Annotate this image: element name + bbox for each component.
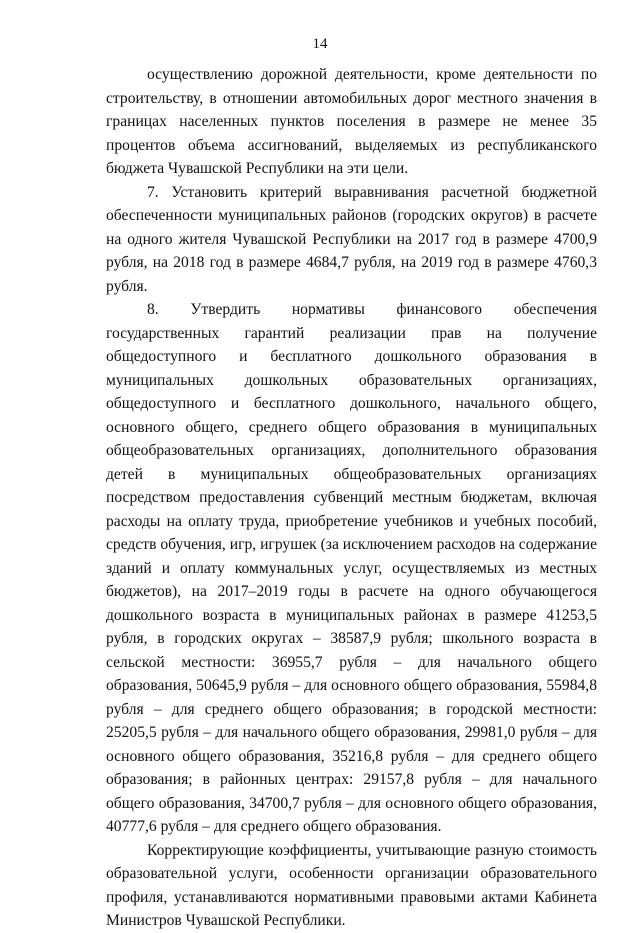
paragraph-road-activity-continuation: осуществлению дорожной деятельности, кроме деятельности по строительству, в отношении автомобильных дорог местного значения в границах населенных пунктов поселения в размере не менее 35 процентов объема ассигнований, выделяемых из республиканского бюджета Чувашской Республики на эти цели.: [106, 66, 597, 177]
paragraph-item-8-education-standards: 8. Утвердить нормативы финансового обеспечения государственных гарантий реализации прав на получение общедоступного и бесплатного дошкольного образования в муниципальных дошкольных образовательных организациях, общедоступного и бесплатного дошкольного, начального общего, основного общего, среднего общего образования в муниципальных общеобразовательных организациях, дополнительного образования детей в муниципальных общеобразовательных организациях посредством предоставления субвенций местным бюджетам, включая расходы на оплату труда, приобретение учебников и учебных пособий, средств обучения, игр, игрушек (за исключением расходов на содержание зданий и оплату коммунальных услуг, осуществляемых из местных бюджетов), на 2017–2019 годы в расчете на одного обучающегося дошкольного возраста в муниципальных районах в размере 41253,5 рубля, в городских округах – 38587,9 рубля; школьного возраста в сельской местности: 36955,7 рубля – для начального общего образования, 50645,9 рубля – для основного общего образования, 55984,8 рубля – для среднего общего образования; в городской местности: 25205,5 рубля – для начального общего образования, 29981,0 рубля – для основного общего образования, 35216,8 рубля – для среднего общего образования; в районных центрах: 29157,8 рубля – для начального общего образования, 34700,7 рубля – для основного общего образования, 40777,6 рубля – для среднего общего образования.: [106, 301, 597, 835]
paragraph-item-7-budget-equalization: 7. Установить критерий выравнивания расчетной бюджетной обеспеченности муниципальных районов (городских округов) в расчете на одного жителя Чувашской Республики на 2017 год в размере 4700,9 рубля, на 2018 год в размере 4684,7 рубля, на 2019 год в размере 4760,3 рубля.: [106, 183, 597, 295]
document-body: [106, 63, 597, 933]
page-number: 14: [312, 36, 328, 52]
paragraph-correction-coefficients: Корректирующие коэффициенты, учитывающие разную стоимость образовательной услуги, особенности организации образовательного профиля, устанавливаются нормативными правовыми актами Кабинета Министров Чувашской Республики.: [106, 841, 597, 929]
